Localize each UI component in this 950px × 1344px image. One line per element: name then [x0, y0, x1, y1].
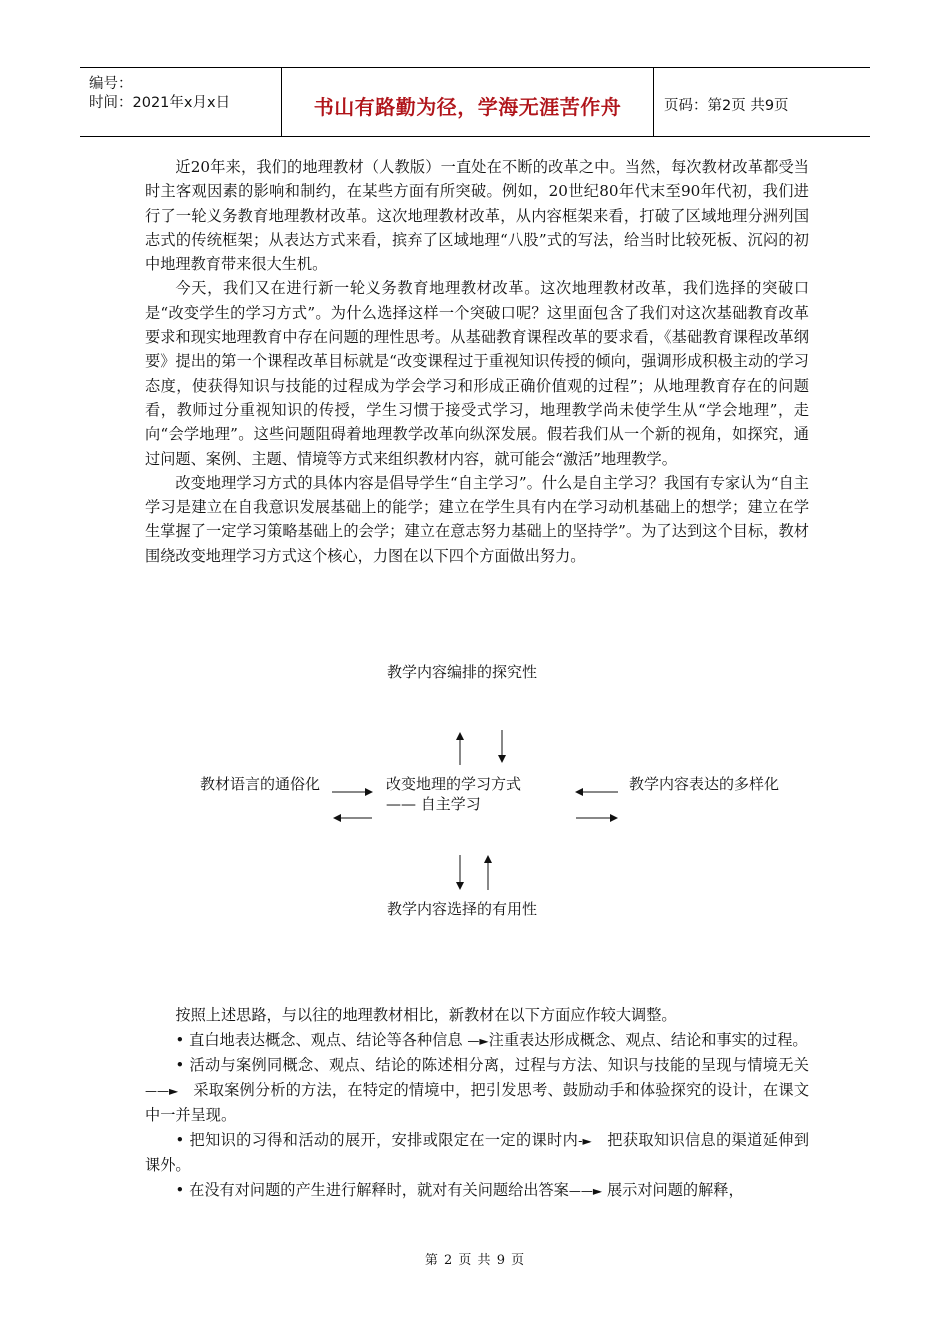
adjustments-intro: 按照上述思路，与以往的地理教材相比，新教材在以下方面应作较大调整。	[175, 1006, 677, 1024]
motto: 书山有路勤为径，学海无涯苦作舟	[313, 95, 622, 119]
paragraph: 今天，我们又在进行新一轮义务教育地理教材改革。这次地理教材改革，我们选择的突破口是“改变学生的学习方式”。为什么选择这样一个突破口呢？这里面包含了我们对这次基础教育改革要求和现实地理教育中存在问题的理性思考。从基础教育课程改革的要求看，《基础教育课程改革纲要》提出的第一个课程改革目标就是“改变课程过于重视知识传授的倾向，强调形成积极主动的学习态度，使获得知识与技能的过程成为学会学习和形成正确价值观的过程”；从地理教育存在的问题看，教师过分重视知识的传授，学生习惯于接受式学习，地理教学尚未使学生从“学会地理”，走向“会学地理”。这些问题阻碍着地理教学改革向纵深发展。假若我们从一个新的视角，如探究，通过问题、案例、主题、情境等方式来组织教材内容，就可能会“激活”地理教学。	[145, 279, 809, 468]
diagram-right-label: 教学内容表达的多样化	[629, 775, 780, 793]
diagram-center-line2: —— 自主学习	[386, 795, 481, 813]
time-label: 时间：2021年x月x日	[89, 95, 231, 111]
paragraph: 近20年来，我们的地理教材（人教版）一直处在不断的改革之中。当然，每次教材改革都受当时主客观因素的影响和制约，在某些方面有所突破。例如，20世纪80年代末至90年代初，我们进行了一轮义务教育地理教材改革。这次地理教材改革，从内容框架来看，打破了区域地理分洲列国志式的传统框架；从表达方式来看，摈弃了区域地理“八股”式的写法，给当时比较死板、沉闷的初中地理教育带来很大生机。	[145, 158, 809, 274]
page-footer: 第 2 页 共 9 页	[424, 1253, 526, 1268]
diagram-top-label: 教学内容编排的探究性	[387, 663, 538, 681]
adjustments	[145, 1003, 809, 1203]
paragraph: 改变地理学习方式的具体内容是倡导学生“自主学习”。什么是自主学习？我国有专家认为“自主学习是建立在自我意识发展基础上的能学；建立在学生具有内在学习动机基础上的想学；建立在学生掌握了一定学习策略基础上的会学；建立在意志努力基础上的坚持学”。为了达到这个目标，教材围绕改变地理学习方式这个核心，力图在以下四个方面做出努力。	[145, 473, 809, 565]
page-label: 页码：第2页 共9页	[664, 98, 789, 114]
arrow-right-icon: -►	[578, 1133, 592, 1148]
diagram-center-line1: 改变地理的学习方式	[386, 775, 522, 793]
arrow-right-icon: ——►	[568, 1183, 603, 1198]
number-label: 编号：	[89, 76, 133, 92]
list-item: • 把知识的习得和活动的展开，安排或限定在一定的课时内-► 把获取知识信息的渠道延伸到课外。	[145, 1130, 810, 1174]
list-item: • 在没有对问题的产生进行解释时，就对有关问题给出答案——► 展示对问题的解释，	[175, 1180, 744, 1199]
list-item: • 活动与案例同概念、观点、结论的陈述相分离，过程与方法、知识与技能的呈现与情境无关——► 采取案例分析的方法，在特定的情境中，把引发思考、鼓励动手和体验探究的设计，在课文中一并呈现。	[145, 1056, 810, 1124]
list-item: • 直白地表达概念、观点、结论等各种信息 —►注重表达形成概念、观点、结论和事实的过程。	[175, 1030, 808, 1049]
diagram-left-label: 教材语言的通俗化	[200, 775, 321, 793]
arrow-right-icon: —►	[467, 1033, 489, 1048]
diagram-bottom-label: 教学内容选择的有用性	[387, 900, 538, 918]
arrow-right-icon: ——►	[145, 1083, 179, 1098]
